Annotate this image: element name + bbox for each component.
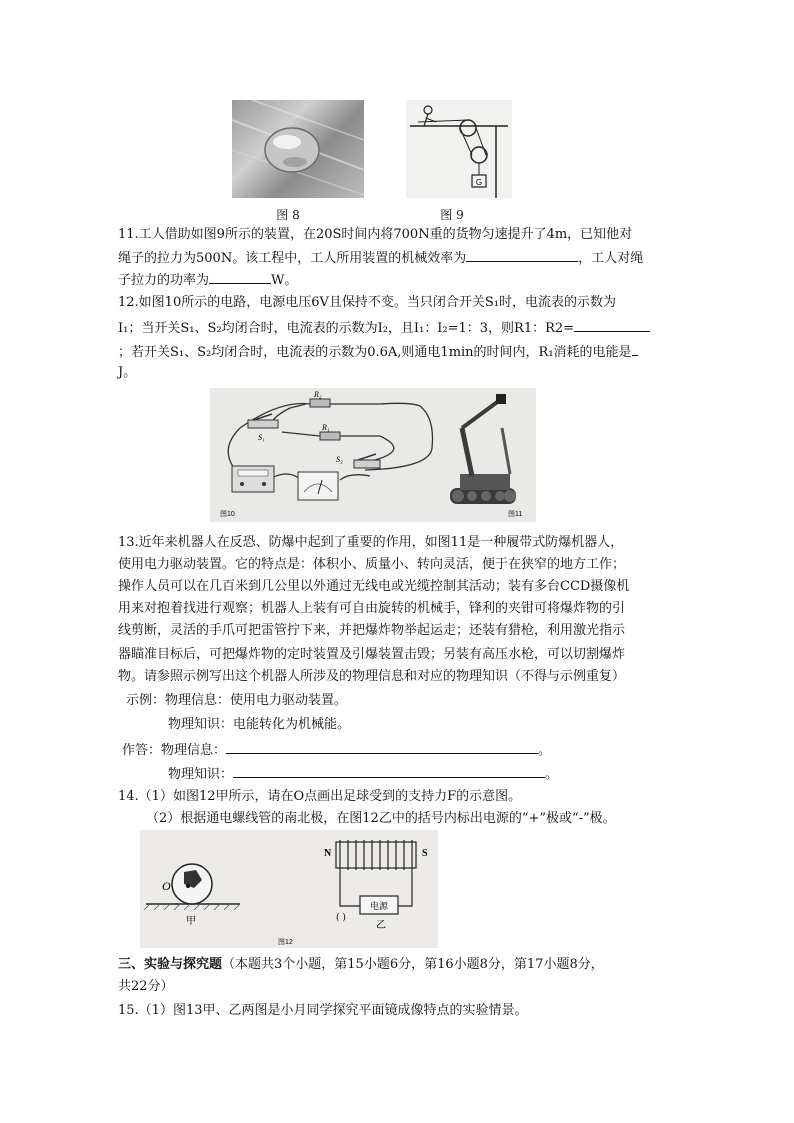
q12-line-4: J。 — [118, 365, 137, 380]
q11-efficiency-blank[interactable] — [466, 248, 578, 262]
water-drop-image — [232, 100, 364, 198]
fig12-power-label: 电源 — [369, 902, 389, 912]
q13-example-info: 示例：物理信息：使用电力驱动装置。 — [126, 693, 348, 708]
q11-line-3 — [118, 270, 297, 290]
q12-ratio-blank[interactable] — [574, 318, 650, 332]
circuit-s2-label: S₂ — [336, 455, 343, 464]
q12-line-3-text: ；若开关S₁、S₂均闭合时，电流表的示数为0.6A,则通电1min的时间内，R₁消耗的电能是 — [118, 345, 632, 360]
fig12-point-o-label: O — [162, 879, 171, 893]
q13-example-knowledge: 物理知识：电能转化为机械能。 — [168, 717, 351, 732]
q12-line-1: 12.如图10所示的电路，电源电压6V且保持不变。当只闭合开关S₁时，电流表的示数为 — [118, 295, 616, 310]
q13-answer-info-period: 。 — [538, 743, 552, 758]
figure-9-pulley-diagram — [406, 100, 512, 198]
circuit-r1-label: R₁ — [322, 423, 330, 432]
q12-energy-blank[interactable] — [632, 342, 638, 356]
pulley-drawing — [406, 100, 512, 198]
q13-answer-knowledge-period: 。 — [545, 767, 559, 782]
fig12-bracket[interactable]: ( ) — [336, 913, 346, 923]
section-3-desc-2: 共22分） — [118, 979, 174, 994]
figure-10-label: 图10 — [220, 511, 235, 518]
figure-12-drawing — [140, 830, 438, 948]
q11-line-2 — [118, 248, 643, 268]
q13-line-5: 线剪断，灵活的手爪可把雷管拧下来，并把爆炸物举起运走；还装有猎枪，利用激光指示 — [118, 623, 626, 638]
section-3-desc: （本题共3个小题，第15小题6分，第16小题8分，第17小题8分， — [222, 957, 604, 972]
q13-line-4: 用来对抱着找进行观察；机器人上装有可自由旋转的机械手，锋利的夹钳可将爆炸物的引 — [118, 601, 626, 616]
q13-answer-info — [122, 740, 551, 760]
q13-answer-info-label: 作答：物理信息： — [122, 743, 227, 758]
figure-9-caption: 图 9 — [440, 208, 464, 222]
figure-12-diagram — [140, 830, 438, 948]
q13-answer-knowledge-blank[interactable] — [233, 764, 545, 778]
fig12-s-label: S — [422, 848, 428, 859]
fig12-jia-label: 甲 — [186, 916, 196, 927]
circuit-r2-label: R₂ — [314, 390, 322, 399]
q13-line-7: 物。请参照示例写出这个机器人所涉及的物理信息和对应的物理知识（不得与示例重复） — [118, 669, 626, 684]
figure-11-label: 图11 — [508, 511, 523, 518]
q13-answer-info-blank[interactable] — [226, 740, 538, 754]
q11-line-2-text: 绳子的拉力为500N。该工程中，工人所用装置的机械效率为 — [118, 251, 467, 266]
q13-line-6: 器瞄准目标后，可把爆炸物的定时装置及引爆装置击毁；另装有高压水枪，可以切割爆炸 — [118, 647, 626, 662]
robot-drawing — [450, 394, 516, 504]
figure-10-11-photo — [210, 388, 536, 522]
section-3-heading — [118, 956, 604, 974]
q12-line-2 — [118, 318, 650, 338]
section-3-title: 三、实验与探究题 — [118, 957, 223, 972]
fig12-yi-label: 乙 — [376, 920, 386, 931]
figure-12-label: 图12 — [278, 939, 293, 946]
q11-power-blank[interactable] — [209, 270, 271, 284]
q13-answer-knowledge — [168, 764, 558, 784]
q13-line-2: 使用电力驱动装置。它的特点是：体积小、质量小、转向灵活，便于在狭窄的地方工作； — [118, 557, 626, 572]
q11-line-2-tail: ，工人对绳 — [578, 251, 644, 266]
q12-line-3 — [118, 342, 638, 362]
q11-line-1: 11.工人借助如图9所示的装置，在20S时间内将700N重的货物匀速提升了4m，已知他对 — [118, 227, 633, 242]
q14-line-1: 14.（1）如图12甲所示，请在O点画出足球受到的支持力F的示意图。 — [118, 789, 522, 804]
q13-line-3: 操作人员可以在几百米到几公里以外通过无线电或光缆控制其活动；装有多台CCD摄像机 — [118, 579, 630, 594]
circuit-s1-label: S₁ — [258, 433, 265, 442]
q15-line-1: 15.（1）图13甲、乙两图是小月同学探究平面镜成像特点的实验情景。 — [118, 1003, 528, 1018]
q11-line-3-text: 子拉力的功率为 — [118, 273, 210, 288]
circuit-and-robot-drawing — [210, 388, 536, 522]
q13-answer-knowledge-label: 物理知识： — [168, 767, 234, 782]
figure-8-water-drop-photo — [232, 100, 364, 198]
q12-line-2-text: I₁；当开关S₁、S₂均闭合时，电流表的示数为I₂，且I₁：I₂=1：3，则R1：R2= — [118, 321, 575, 336]
q13-line-1: 13.近年来机器人在反恐、防爆中起到了重要的作用，如图11是一种履带式防爆机器人， — [118, 535, 624, 550]
figure-8-caption: 图 8 — [276, 208, 300, 222]
pulley-weight-label: G — [475, 178, 483, 187]
q11-line-3-tail: W。 — [271, 273, 298, 288]
fig12-n-label: N — [324, 848, 332, 859]
q14-line-2: （2）根据通电螺线管的南北极，在图12乙中的括号内标出电源的“+”极或“-”极。 — [146, 811, 616, 826]
